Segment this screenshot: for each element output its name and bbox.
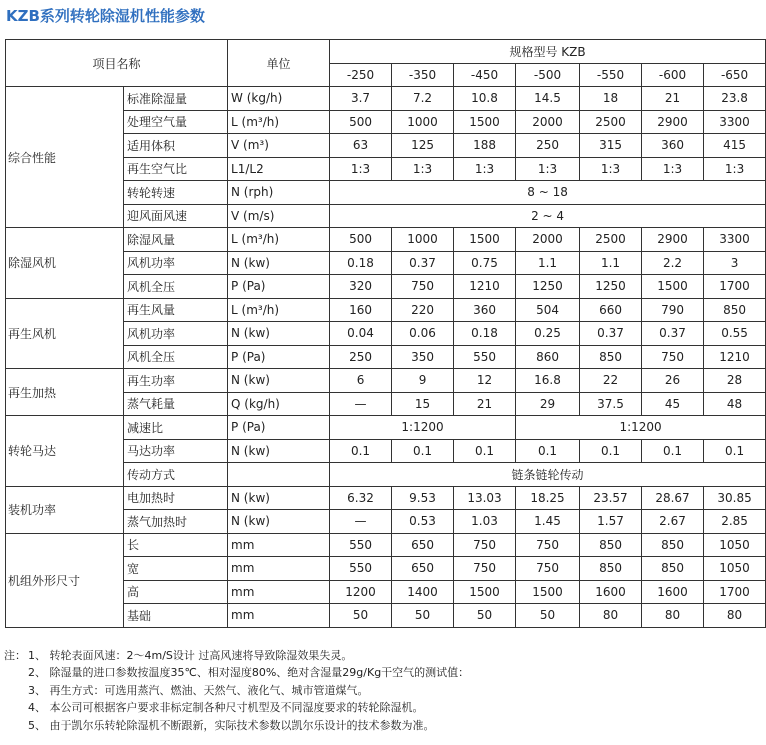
value-cell: 2900 [642, 110, 704, 134]
item-unit: N (kw) [228, 322, 330, 346]
value-cell: 2000 [516, 228, 580, 252]
value-cell: 850 [580, 557, 642, 581]
value-cell: 220 [392, 298, 454, 322]
value-cell: 550 [454, 345, 516, 369]
item-name: 传动方式 [124, 463, 228, 487]
value-cell: 28 [704, 369, 766, 393]
value-cell: 0.04 [330, 322, 392, 346]
value-cell: 0.06 [392, 322, 454, 346]
value-cell: 1:3 [642, 157, 704, 181]
table-row [6, 298, 766, 322]
value-cell: 0.53 [392, 510, 454, 534]
value-cell: 550 [330, 557, 392, 581]
value-cell: 63 [330, 134, 392, 158]
value-cell: 50 [516, 604, 580, 628]
item-unit: N (rph) [228, 181, 330, 205]
value-cell: 660 [580, 298, 642, 322]
item-unit: W (kg/h) [228, 87, 330, 111]
value-cell: 30.85 [704, 486, 766, 510]
value-cell: 1400 [392, 580, 454, 604]
value-cell: 2.85 [704, 510, 766, 534]
note-text: 2、 除湿量的进口参数按温度35℃、相对湿度80%、绝对含湿量29g/Kg干空气的测试值： [28, 666, 470, 680]
value-cell: 1200 [330, 580, 392, 604]
value-cell: 160 [330, 298, 392, 322]
value-cell: 2.2 [642, 251, 704, 275]
value-cell: 2500 [580, 110, 642, 134]
value-cell: 0.1 [330, 439, 392, 463]
value-cell: 0.25 [516, 322, 580, 346]
value-cell: 750 [454, 533, 516, 557]
item-unit: P (Pa) [228, 416, 330, 440]
note-text: 5、 由于凯尔乐转轮除湿机不断跟新，实际技术参数以凯尔乐设计的技术参数为准。 [28, 718, 435, 732]
value-cell: 650 [392, 533, 454, 557]
value-cell: — [330, 510, 392, 534]
note-item [4, 717, 469, 734]
value-cell: 0.1 [704, 439, 766, 463]
item-name: 蒸气耗量 [124, 392, 228, 416]
group-name: 再生加热 [6, 369, 124, 416]
value-cell: 860 [516, 345, 580, 369]
value-cell: 48 [704, 392, 766, 416]
value-cell: 6.32 [330, 486, 392, 510]
value-cell: 1:3 [330, 157, 392, 181]
value-cell: 2900 [642, 228, 704, 252]
value-cell: 360 [642, 134, 704, 158]
item-name: 再生空气比 [124, 157, 228, 181]
spec-table [5, 39, 766, 628]
value-cell: 50 [330, 604, 392, 628]
item-name: 电加热时 [124, 486, 228, 510]
value-cell: 18 [580, 87, 642, 111]
note-text: 1、 转轮表面风速：2～4m/S设计 过高风速将导致除湿效果失灵。 [28, 649, 353, 662]
value-cell: 80 [704, 604, 766, 628]
value-cell: 80 [580, 604, 642, 628]
value-cell: 188 [454, 134, 516, 158]
item-unit: P (Pa) [228, 275, 330, 299]
value-cell: 0.1 [454, 439, 516, 463]
value-cell: 1.57 [580, 510, 642, 534]
value-cell: 1:3 [516, 157, 580, 181]
value-cell: 18.25 [516, 486, 580, 510]
item-name: 迎风面风速 [124, 204, 228, 228]
note-item [4, 647, 469, 664]
value-cell: 10.8 [454, 87, 516, 111]
value-cell: 3300 [704, 110, 766, 134]
item-name: 风机功率 [124, 322, 228, 346]
item-unit: L (m³/h) [228, 110, 330, 134]
item-name: 转轮转速 [124, 181, 228, 205]
item-unit: N (kw) [228, 251, 330, 275]
value-cell: 1050 [704, 557, 766, 581]
value-cell: 0.37 [642, 322, 704, 346]
group-name: 机组外形尺寸 [6, 533, 124, 627]
value-cell: 750 [516, 557, 580, 581]
item-name: 再生功率 [124, 369, 228, 393]
value-cell: 650 [392, 557, 454, 581]
table-row [6, 416, 766, 440]
item-name: 风机全压 [124, 345, 228, 369]
value-cell: 13.03 [454, 486, 516, 510]
value-cell: 1600 [580, 580, 642, 604]
value-cell: 0.55 [704, 322, 766, 346]
table-row [6, 228, 766, 252]
value-cell: 28.67 [642, 486, 704, 510]
item-unit: L (m³/h) [228, 298, 330, 322]
item-unit: L1/L2 [228, 157, 330, 181]
item-unit: N (kw) [228, 439, 330, 463]
item-name: 减速比 [124, 416, 228, 440]
value-cell: 0.1 [580, 439, 642, 463]
value-cell: 1700 [704, 580, 766, 604]
value-cell: 1050 [704, 533, 766, 557]
group-name: 除湿风机 [6, 228, 124, 299]
item-unit [228, 463, 330, 487]
group-name: 再生风机 [6, 298, 124, 369]
value-cell: 3.7 [330, 87, 392, 111]
value-cell: 2500 [580, 228, 642, 252]
value-cell: 1250 [516, 275, 580, 299]
table-row [6, 87, 766, 111]
item-unit: V (m³) [228, 134, 330, 158]
value-cell: 0.1 [392, 439, 454, 463]
value-cell: 1500 [516, 580, 580, 604]
value-cell: 0.37 [392, 251, 454, 275]
value-cell: 1:3 [704, 157, 766, 181]
value-cell: 850 [580, 533, 642, 557]
value-cell: 1600 [642, 580, 704, 604]
value-cell: 23.57 [580, 486, 642, 510]
value-cell: 9.53 [392, 486, 454, 510]
value-cell: 415 [704, 134, 766, 158]
table-row [6, 486, 766, 510]
value-cell: 315 [580, 134, 642, 158]
value-span-cell: 1:1200 [330, 416, 516, 440]
value-cell: 320 [330, 275, 392, 299]
item-name: 宽 [124, 557, 228, 581]
value-cell: 250 [330, 345, 392, 369]
value-cell: 1500 [454, 228, 516, 252]
value-cell: 45 [642, 392, 704, 416]
item-unit: L (m³/h) [228, 228, 330, 252]
item-name: 风机全压 [124, 275, 228, 299]
value-cell: 550 [330, 533, 392, 557]
value-cell: 15 [392, 392, 454, 416]
value-cell: 850 [704, 298, 766, 322]
value-cell: 0.75 [454, 251, 516, 275]
value-cell: 1000 [392, 228, 454, 252]
note-item [4, 664, 469, 681]
value-cell: 7.2 [392, 87, 454, 111]
value-cell: 1.45 [516, 510, 580, 534]
value-cell: 1210 [454, 275, 516, 299]
value-cell: 850 [642, 533, 704, 557]
value-span-cell: 链条链轮传动 [330, 463, 766, 487]
value-cell: 29 [516, 392, 580, 416]
value-cell: 750 [642, 345, 704, 369]
value-cell: 360 [454, 298, 516, 322]
item-name: 蒸气加热时 [124, 510, 228, 534]
value-cell: 500 [330, 228, 392, 252]
value-cell: 250 [516, 134, 580, 158]
header-model: -550 [580, 63, 642, 87]
item-name: 处理空气量 [124, 110, 228, 134]
value-cell: 0.18 [454, 322, 516, 346]
page-title: KZB系列转轮除湿机性能参数 [6, 7, 205, 25]
header-model: -600 [642, 63, 704, 87]
value-cell: 3300 [704, 228, 766, 252]
value-cell: 1210 [704, 345, 766, 369]
value-cell: 23.8 [704, 87, 766, 111]
value-cell: 50 [454, 604, 516, 628]
header-model-spec: 规格型号 KZB [330, 40, 766, 64]
value-cell: 22 [580, 369, 642, 393]
value-cell: 26 [642, 369, 704, 393]
value-cell: 21 [454, 392, 516, 416]
value-cell: 850 [580, 345, 642, 369]
value-cell: 1250 [580, 275, 642, 299]
note-text: 4、 本公司可根据客户要求非标定制各种尺寸机型及不同湿度要求的转轮除湿机。 [28, 701, 424, 715]
header-model: -450 [454, 63, 516, 87]
value-cell: 0.1 [516, 439, 580, 463]
value-cell: 37.5 [580, 392, 642, 416]
value-cell: 504 [516, 298, 580, 322]
value-cell: 750 [454, 557, 516, 581]
value-cell: 50 [392, 604, 454, 628]
value-cell: 9 [392, 369, 454, 393]
item-name: 基础 [124, 604, 228, 628]
value-cell: 500 [330, 110, 392, 134]
item-unit: mm [228, 557, 330, 581]
group-name: 转轮马达 [6, 416, 124, 487]
item-unit: P (Pa) [228, 345, 330, 369]
item-unit: N (kw) [228, 510, 330, 534]
group-name: 综合性能 [6, 87, 124, 228]
value-cell: 6 [330, 369, 392, 393]
value-cell: 1500 [454, 110, 516, 134]
table-row [6, 533, 766, 557]
value-cell: 0.18 [330, 251, 392, 275]
item-name: 风机功率 [124, 251, 228, 275]
header-model: -250 [330, 63, 392, 87]
item-unit: N (kw) [228, 369, 330, 393]
value-cell: 16.8 [516, 369, 580, 393]
item-name: 长 [124, 533, 228, 557]
value-span-cell: 8 ~ 18 [330, 181, 766, 205]
value-cell: 0.37 [580, 322, 642, 346]
value-cell: 3 [704, 251, 766, 275]
header-unit: 单位 [228, 40, 330, 87]
value-cell: 850 [642, 557, 704, 581]
item-name: 标准除湿量 [124, 87, 228, 111]
value-cell: 2000 [516, 110, 580, 134]
notes-prefix: 注： [4, 649, 26, 662]
value-span-cell: 1:1200 [516, 416, 766, 440]
notes [4, 647, 469, 734]
note-item [4, 682, 469, 699]
item-unit: mm [228, 580, 330, 604]
value-cell: 12 [454, 369, 516, 393]
value-cell: 1000 [392, 110, 454, 134]
value-cell: 1500 [642, 275, 704, 299]
item-unit: mm [228, 533, 330, 557]
value-cell: 21 [642, 87, 704, 111]
value-cell: 125 [392, 134, 454, 158]
value-cell: 1.1 [516, 251, 580, 275]
value-cell: 1500 [454, 580, 516, 604]
note-text: 3、 再生方式：可选用蒸汽、燃油、天然气、液化气、城市管道煤气。 [28, 683, 369, 697]
value-cell: 0.1 [642, 439, 704, 463]
item-name: 马达功率 [124, 439, 228, 463]
value-cell: 350 [392, 345, 454, 369]
value-cell: 1700 [704, 275, 766, 299]
value-cell: 790 [642, 298, 704, 322]
value-cell: 80 [642, 604, 704, 628]
item-unit: mm [228, 604, 330, 628]
value-cell: 14.5 [516, 87, 580, 111]
group-name: 装机功率 [6, 486, 124, 533]
item-unit: N (kw) [228, 486, 330, 510]
item-name: 除湿风量 [124, 228, 228, 252]
value-cell: — [330, 392, 392, 416]
value-cell: 2.67 [642, 510, 704, 534]
value-cell: 750 [392, 275, 454, 299]
value-cell: 1:3 [392, 157, 454, 181]
item-name: 再生风量 [124, 298, 228, 322]
item-name: 适用体积 [124, 134, 228, 158]
value-cell: 1.03 [454, 510, 516, 534]
value-cell: 1:3 [580, 157, 642, 181]
note-item [4, 699, 469, 716]
item-name: 高 [124, 580, 228, 604]
table-row [6, 369, 766, 393]
value-cell: 1:3 [454, 157, 516, 181]
header-model: -500 [516, 63, 580, 87]
value-span-cell: 2 ~ 4 [330, 204, 766, 228]
value-cell: 750 [516, 533, 580, 557]
header-item-name: 项目名称 [6, 40, 228, 87]
header-model: -650 [704, 63, 766, 87]
value-cell: 1.1 [580, 251, 642, 275]
header-model: -350 [392, 63, 454, 87]
item-unit: V (m/s) [228, 204, 330, 228]
item-unit: Q (kg/h) [228, 392, 330, 416]
